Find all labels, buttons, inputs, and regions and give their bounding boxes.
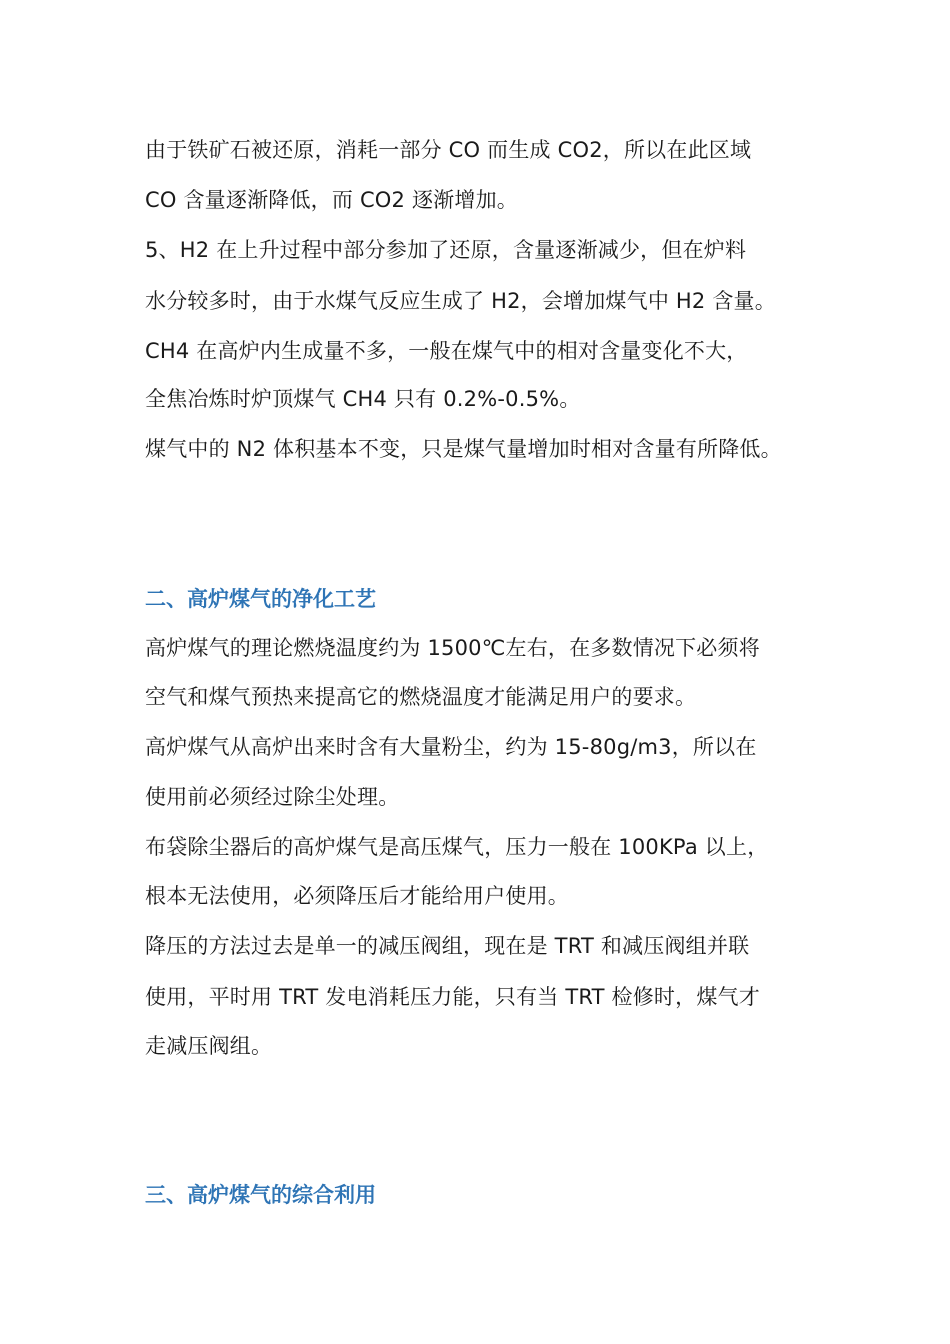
paragraph-line: 高炉煤气从高炉出来时含有大量粉尘，约为 15-80g/m3，所以在 <box>145 735 757 759</box>
paragraph-line: 布袋除尘器后的高炉煤气是高压煤气，压力一般在 100KPa 以上， <box>145 835 769 859</box>
paragraph-line: 煤气中的 N2 体积基本不变，只是煤气量增加时相对含量有所降低。 <box>145 437 782 461</box>
paragraph-line: 降压的方法过去是单一的减压阀组，现在是 TRT 和减压阀组并联 <box>145 934 750 958</box>
paragraph-line: 使用，平时用 TRT 发电消耗压力能，只有当 TRT 检修时，煤气才 <box>145 985 760 1009</box>
section-heading: 二、高炉煤气的净化工艺 <box>145 587 376 611</box>
paragraph-line: 由于铁矿石被还原，消耗一部分 CO 而生成 CO2，所以在此区域 <box>145 138 752 162</box>
paragraph-line: 使用前必须经过除尘处理。 <box>145 785 400 809</box>
paragraph-line: CH4 在高炉内生成量不多，一般在煤气中的相对含量变化不大， <box>145 339 748 363</box>
section-heading: 三、高炉煤气的综合利用 <box>145 1183 376 1207</box>
paragraph-line: CO 含量逐渐降低，而 CO2 逐渐增加。 <box>145 188 518 212</box>
paragraph-line: 水分较多时，由于水煤气反应生成了 H2，会增加煤气中 H2 含量。 <box>145 289 776 313</box>
paragraph-line: 空气和煤气预热来提高它的燃烧温度才能满足用户的要求。 <box>145 685 697 709</box>
paragraph-line: 走减压阀组。 <box>145 1034 273 1058</box>
paragraph-line: 5、H2 在上升过程中部分参加了还原，含量逐渐减少，但在炉料 <box>145 238 747 262</box>
paragraph-line: 全焦冶炼时炉顶煤气 CH4 只有 0.2%-0.5%。 <box>145 387 581 411</box>
paragraph-line: 根本无法使用，必须降压后才能给用户使用。 <box>145 884 569 908</box>
paragraph-line: 高炉煤气的理论燃烧温度约为 1500℃左右，在多数情况下必须将 <box>145 636 760 660</box>
